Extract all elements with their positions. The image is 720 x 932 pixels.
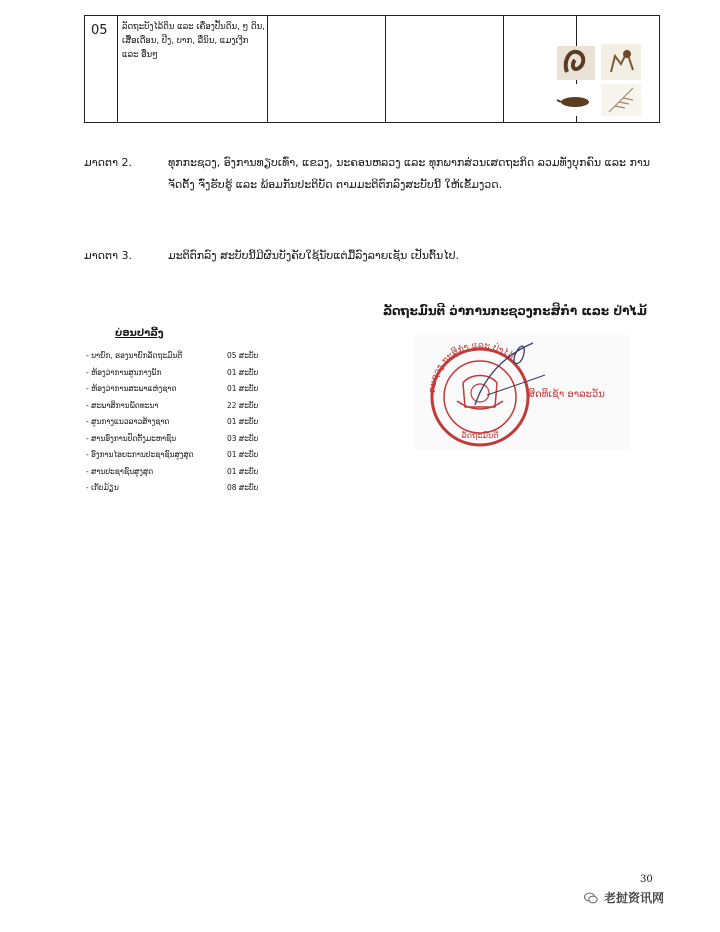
list-item (86, 447, 276, 464)
copies: 08 ສະບັບ (227, 483, 259, 492)
recipient: - ສູນກາງແນວລາວສ້າງຊາດ (86, 417, 170, 426)
page-number: 30 (640, 874, 653, 885)
copies: 01 ສະບັບ (227, 384, 259, 393)
copies: 01 ສະບັບ (227, 417, 259, 426)
recipient: - ອົງການໄອຍະການປະຊາຊົນສູງສຸດ (86, 450, 194, 459)
distribution-title: ບ່ອນປາລີ້ງ (115, 328, 164, 339)
recipient: - ເກັບມ້ຽນ (86, 483, 119, 492)
species-table (84, 15, 660, 123)
recipient: - ສານປະຊາຊົນສູງສຸດ (86, 466, 154, 476)
list-item (86, 365, 276, 382)
table-cell-number (85, 16, 118, 122)
copies: 01 ສະບັບ (227, 450, 259, 459)
stamp-bottom-text: ລັດຖະມົນຕີ (461, 431, 499, 440)
table-cell-empty (386, 16, 504, 122)
list-item (86, 464, 276, 481)
list-item (86, 414, 276, 431)
distribution-list (86, 348, 276, 497)
article-label: ມາດຕາ 3. (84, 249, 132, 262)
species-photos-icon (555, 42, 643, 118)
list-item (86, 398, 276, 415)
table-cell-empty (268, 16, 386, 122)
watermark-text: 老挝资讯网 (604, 891, 665, 905)
article-text: ມະຕິຕົກລົງ ສະບັບນີ້ມີຜົນບັງຄັບໃຊ້ນັບແຕ່ມື້ລົງລາຍເຊັນ ເປັນຕົ້ນໄປ. (168, 249, 460, 262)
copies: 03 ສະບັບ (227, 433, 259, 443)
copies: 22 ສະບັບ (227, 400, 259, 410)
wechat-icon (584, 892, 598, 904)
row-description: ລັດຖະບັງໄລ້ດິນ ແລະ ເຄື່ອງປັ້ນດິນ, ໆ ດິນ, ເສື້ອເດືອນ, ປີງ, ບາກ, ລື່ນິນ, ແມງເງີກ ແລະ ອື່ນໆ (122, 22, 265, 60)
article-label: ມາດຕາ 2. (84, 156, 132, 169)
official-stamp (415, 335, 630, 450)
recipient: - ນາຍົກ, ຮອງນາຍົກລັດຖະມົນຕີ (86, 351, 183, 360)
list-item (86, 381, 276, 398)
list-item (86, 431, 276, 448)
row-number: 05 (91, 23, 108, 38)
copies: 05 ສະບັບ (227, 351, 259, 360)
copies: 01 ສະບັບ (227, 466, 259, 476)
signatory-name: ສິດທິເຊ້າ ອາລະວັນ (528, 389, 605, 400)
svg-text:ກະຊວງ ກະສິກຳ ແລະ ປ່າໄມ້ (428, 341, 516, 393)
species-images (555, 42, 643, 118)
signatory-title: ລັດຖະມົນຕີ ວ່າການກະຊວງກະສິກຳ ແລະ ປ່າໄມ້ (382, 304, 648, 318)
copies: 01 ສະບັບ (227, 367, 259, 377)
recipient: - ສານອົງການປົດຕັ້ງມະຫາຊົນ (86, 433, 177, 443)
recipient: - ຫ້ອງວ່າການສູນກາງພັກ (86, 367, 162, 377)
list-item (86, 480, 276, 497)
stamp-ring-text: ກະຊວງ ກະສິກຳ ແລະ ປ່າໄມ້ (427, 340, 516, 394)
recipient: - ສະພາສິການພັດທະນາ (86, 400, 159, 410)
article-text: ທຸກກະຊວງ, ອົງການທຽບເທົ່າ, ແຂວງ, ນະຄອນຫລວງ ແລະ ທຸກພາກສ່ວນເສດຖະກິດ ລວມທັງບຸກຄົນ ແລະ ການຈັດຕັ້ງ ຈົ່ງຮັບຮູ້ ແລະ ພ້ອມກັນປະຕິບັດ ຕາມມະຕິຕົກລົງສະບັບນີ້ ໃຫ້ເຂັ້ມງວດ. (168, 156, 651, 191)
list-item (86, 348, 276, 365)
recipient: - ຫ້ອງວ່າການສະພາແຫ່ງຊາດ (86, 384, 177, 393)
